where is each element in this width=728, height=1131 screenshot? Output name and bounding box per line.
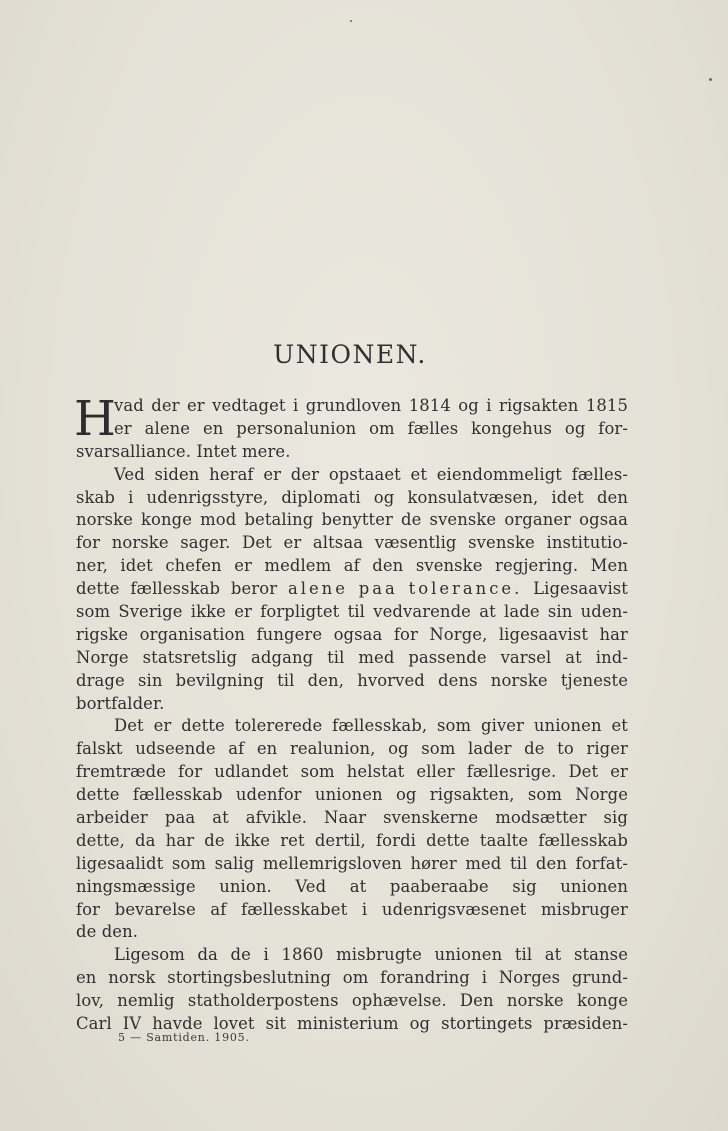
chapter-title: UNIONEN. bbox=[273, 340, 427, 369]
text-line: arbeider paa at afvikle. Naar svenskerne modsætter sig bbox=[76, 808, 628, 828]
text-body bbox=[74, 391, 628, 1036]
paper-speck bbox=[350, 20, 352, 22]
text-line: fremtræde for udlandet som helstat eller fællesrige. Det er bbox=[76, 762, 628, 782]
text-line: falskt udseende af en realunion, og som lader de to riger bbox=[76, 739, 628, 759]
text-line: bortfalder. bbox=[76, 693, 165, 713]
paper-speck bbox=[709, 78, 712, 81]
text-line: skab i udenrigsstyre, diplomati og konsulatvæsen, idet den bbox=[76, 487, 628, 507]
text-line: Det er dette tolererede fællesskab, som giver unionen et bbox=[114, 716, 628, 736]
text-line: ningsmæssige union. Ved at paaberaabe sig unionen bbox=[76, 876, 628, 896]
text-line: for norske sager. Det er altsaa væsentlig svenske institutio- bbox=[76, 533, 628, 553]
text-line: vad der er vedtaget i grundloven 1814 og i rigsakten 1815 bbox=[114, 396, 628, 415]
text-line: de den. bbox=[76, 922, 139, 942]
text-line: en norsk stortingsbeslutning om forandring i Norges grund- bbox=[76, 968, 628, 988]
text-line: som Sverige ikke er forpligtet til vedvarende at lade sin uden- bbox=[76, 602, 628, 622]
spaced-word: paa bbox=[358, 579, 398, 599]
text-line: Ved siden heraf er der opstaaet et eiendommeligt fælles- bbox=[114, 464, 628, 484]
text-line: rigske organisation fungere ogsaa for Norge, ligesaavist har bbox=[76, 624, 628, 644]
text-line-emphasis bbox=[76, 578, 628, 601]
text-line: Norge statsretslig adgang til med passende varsel at ind- bbox=[76, 647, 628, 667]
text-line: norske konge mod betaling benytter de svenske organer ogsaa bbox=[76, 510, 628, 530]
text-line: dette, da har de ikke ret dertil, fordi dette taalte fællesskab bbox=[76, 830, 628, 850]
line-part: dette fællesskab beror bbox=[76, 579, 278, 599]
text-line: ligesaalidt som salig mellemrigsloven hører med til den forfat- bbox=[76, 853, 628, 873]
spaced-word: tolerance. bbox=[408, 579, 523, 599]
spaced-word: alene bbox=[287, 579, 348, 599]
text-line: drage sin bevilgning til den, hvorved dens norske tjeneste bbox=[76, 670, 628, 690]
line-part: Ligesaavist bbox=[533, 579, 628, 599]
text-line: svarsalliance. Intet mere. bbox=[76, 441, 291, 461]
text-line: for bevarelse af fællesskabet i udenrigsvæsenet misbruger bbox=[76, 899, 628, 919]
text-line: dette fællesskab udenfor unionen og rigsakten, som Norge bbox=[76, 785, 628, 805]
text-line: Ligesom da de i 1860 misbrugte unionen til at stanse bbox=[114, 945, 628, 965]
page-footer: 5 — Samtiden. 1905. bbox=[118, 1031, 250, 1044]
text-line: lov, nemlig statholderpostens ophævelse. Den norske konge bbox=[76, 991, 628, 1011]
text-line: Carl IV havde lovet sit ministerium og stortingets præsiden- bbox=[76, 1014, 628, 1034]
drop-cap: H bbox=[74, 391, 116, 447]
text-line: ner, idet chefen er medlem af den svenske regjering. Men bbox=[76, 556, 628, 576]
text-line: er alene en personalunion om fælles kongehus og for- bbox=[114, 418, 628, 438]
